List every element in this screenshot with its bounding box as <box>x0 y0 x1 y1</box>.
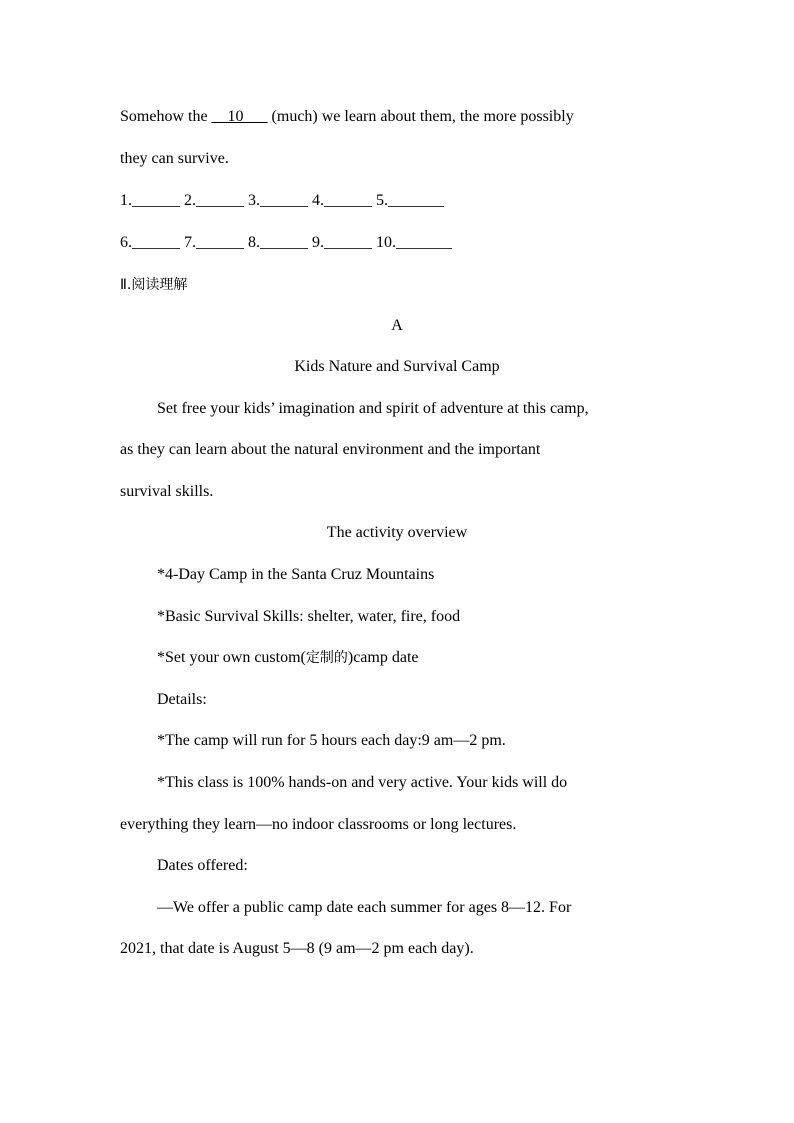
dates-line-1: —We offer a public camp date each summer for ages 8—12. For <box>157 899 572 916</box>
passage-title: Kids Nature and Survival Camp <box>294 358 500 375</box>
dates-line-2: 2021, that date is August 5—8 (9 am—2 pm each day). <box>120 940 474 957</box>
cloze-blank-10: __10___ <box>211 108 268 125</box>
overview-item: *Basic Survival Skills: shelter, water, fire, food <box>157 608 461 625</box>
intro-line-1: Set free your kids’ imagination and spirit of adventure at this camp, <box>157 400 589 417</box>
section-title: Ⅱ.阅读理解 <box>120 277 188 293</box>
cloze-sentence-line-1 <box>120 107 574 127</box>
dates-heading: Dates offered: <box>157 857 248 874</box>
intro-line-2: as they can learn about the natural environment and the important <box>120 441 541 458</box>
intro-line-3: survival skills. <box>120 483 214 500</box>
answer-blanks-row-2: 6.______ 7.______ 8.______ 9.______ 10._______ <box>120 234 452 251</box>
custom-text-after: )camp date <box>347 649 419 666</box>
details-item-2-line-2: everything they learn—no indoor classrooms or long lectures. <box>120 816 517 833</box>
cloze-text-before: Somehow the <box>120 108 212 125</box>
custom-text-before: *Set your own custom( <box>157 649 306 666</box>
details-heading: Details: <box>157 691 207 708</box>
answer-blanks-row-1: 1.______ 2.______ 3.______ 4.______ 5._______ <box>120 192 444 209</box>
cloze-text-after: (much) we learn about them, the more possibly <box>267 108 574 125</box>
details-item-1: *The camp will run for 5 hours each day:9 am—2 pm. <box>157 732 506 749</box>
overview-item-custom-date <box>157 648 419 668</box>
overview-heading: The activity overview <box>326 524 468 541</box>
passage-letter: A <box>391 317 403 334</box>
cloze-sentence-line-2: they can survive. <box>120 150 229 167</box>
custom-cjk-gloss: 定制的 <box>305 650 348 666</box>
overview-item: *4-Day Camp in the Santa Cruz Mountains <box>157 566 435 583</box>
details-item-2-line-1: *This class is 100% hands-on and very active. Your kids will do <box>157 774 568 791</box>
